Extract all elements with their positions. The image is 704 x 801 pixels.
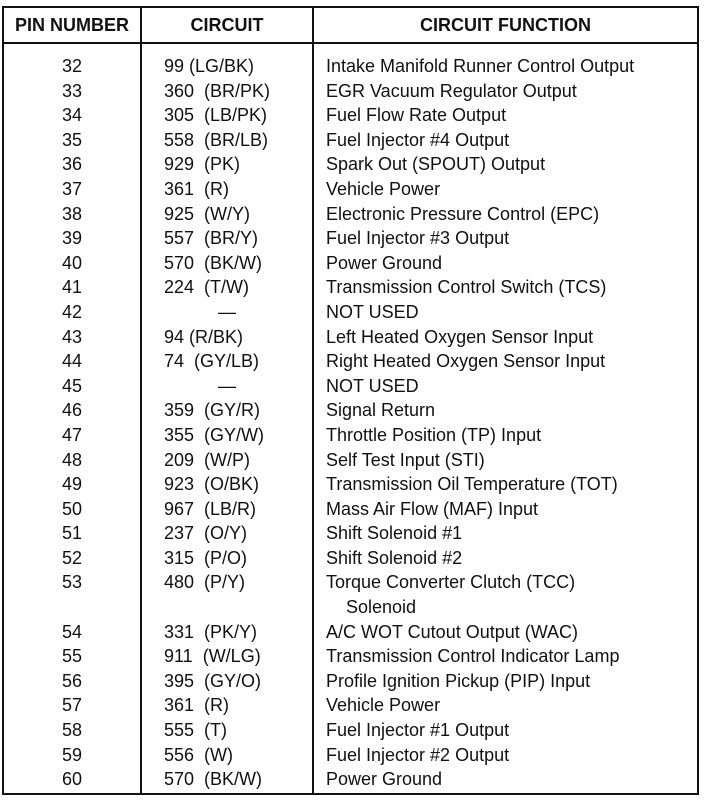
circuit-cell: 94 (R/BK) (164, 326, 244, 347)
pin-number-cell: 45 (61, 375, 83, 396)
circuit-function-cell: Fuel Injector #3 Output (326, 228, 510, 249)
table-row (4, 423, 697, 448)
circuit-function-cell: Shift Solenoid #2 (326, 547, 463, 568)
table-row (4, 718, 697, 743)
table-row (4, 644, 697, 669)
circuit-cell: 925 (W/Y) (164, 203, 251, 224)
pin-number-cell: 53 (61, 572, 83, 593)
circuit-cell: 480 (P/Y) (164, 572, 246, 593)
circuit-cell: 74 (GY/LB) (164, 351, 260, 372)
pin-number-cell: 49 (61, 474, 83, 495)
table-row (4, 448, 697, 473)
circuit-cell: — (218, 301, 236, 322)
table-row (4, 202, 697, 227)
circuit-cell: 558 (BR/LB) (164, 129, 269, 150)
circuit-cell: 99 (LG/BK) (164, 56, 255, 76)
pin-number-cell: 57 (61, 695, 83, 716)
circuit-function-cell: Shift Solenoid #1 (326, 523, 463, 544)
pin-number-cell: 59 (61, 744, 83, 765)
table-row (4, 325, 697, 350)
table-row (4, 54, 697, 79)
circuit-cell: 237 (O/Y) (164, 523, 248, 544)
table-row (4, 251, 697, 276)
circuit-function-cell: EGR Vacuum Regulator Output (326, 80, 577, 101)
circuit-function-cell: Vehicle Power (326, 178, 441, 199)
circuit-function-cell: Mass Air Flow (MAF) Input (326, 498, 539, 519)
table-row (4, 226, 697, 251)
pin-number-cell: 36 (61, 154, 83, 175)
circuit-cell: 359 (GY/R) (164, 400, 261, 421)
pin-number-cell: 44 (61, 351, 83, 372)
pin-number-cell: 50 (61, 498, 83, 519)
table-row (4, 767, 697, 792)
table-row (4, 152, 697, 177)
circuit-function-cell: Torque Converter Clutch (TCC) (326, 572, 576, 593)
circuit-cell: 395 (GY/O) (164, 670, 262, 691)
circuit-function-cell: Spark Out (SPOUT) Output (326, 154, 546, 175)
circuit-cell: 923 (O/BK) (164, 474, 260, 495)
circuit-function-cell: Right Heated Oxygen Sensor Input (326, 351, 606, 372)
pin-number-cell: 39 (61, 228, 83, 249)
circuit-function-cell: Fuel Injector #4 Output (326, 129, 510, 150)
circuit-function-cell: Self Test Input (STI) (326, 449, 485, 470)
circuit-cell: 967 (LB/R) (164, 498, 257, 519)
pin-number-cell: 51 (61, 523, 83, 544)
table-row (4, 177, 697, 202)
circuit-function-cell: Throttle Position (TP) Input (326, 424, 542, 445)
circuit-function-cell: Profile Ignition Pickup (PIP) Input (326, 670, 591, 691)
circuit-function-cell: NOT USED (326, 301, 419, 322)
header-circuit: CIRCUIT (190, 15, 264, 35)
circuit-function-cell: A/C WOT Cutout Output (WAC) (326, 621, 579, 642)
table-row (4, 128, 697, 153)
circuit-cell: 224 (T/W) (164, 277, 250, 298)
pin-number-cell: 52 (61, 547, 83, 568)
circuit-function-cell: Transmission Oil Temperature (TOT) (326, 474, 618, 495)
circuit-function-cell: Power Ground (326, 252, 443, 273)
table-row (4, 103, 697, 128)
circuit-function-cell: Transmission Control Indicator Lamp (326, 646, 620, 667)
circuit-cell: 360 (BR/PK) (164, 80, 271, 101)
table-row (4, 79, 697, 104)
table-row (4, 570, 697, 619)
pin-number-cell: 32 (61, 56, 83, 76)
pin-number-cell: 38 (61, 203, 83, 224)
pin-number-cell: 35 (61, 129, 83, 150)
pin-number-cell: 58 (61, 720, 83, 741)
pin-number-cell: 56 (61, 670, 83, 691)
table-header (4, 8, 697, 44)
header-pin-number: PIN NUMBER (14, 15, 129, 35)
circuit-function-cell: Electronic Pressure Control (EPC) (326, 203, 600, 224)
circuit-cell: 209 (W/P) (164, 449, 251, 470)
pin-table (2, 6, 699, 795)
pin-number-cell: 46 (61, 400, 83, 421)
circuit-function-cell: Transmission Control Switch (TCS) (326, 277, 607, 298)
table-row (4, 743, 697, 768)
table-row (4, 275, 697, 300)
circuit-cell: 331 (PK/Y) (164, 621, 258, 642)
pin-number-cell: 37 (61, 178, 83, 199)
table-row (4, 669, 697, 694)
pin-number-cell: 40 (61, 252, 83, 273)
pin-number-cell: 41 (61, 277, 83, 298)
pin-number-cell: 42 (61, 301, 83, 322)
pin-number-cell: 43 (61, 326, 83, 347)
circuit-function-cell: Power Ground (326, 769, 443, 790)
circuit-cell: 557 (BR/Y) (164, 228, 259, 249)
circuit-cell: 555 (T) (164, 720, 228, 741)
table-row (4, 620, 697, 645)
table-body (4, 54, 697, 792)
pin-number-cell: 47 (61, 424, 83, 445)
pin-number-cell: 60 (61, 769, 83, 790)
table-row (4, 546, 697, 571)
circuit-cell: 556 (W) (164, 744, 234, 765)
table-row (4, 398, 697, 423)
table-row (4, 374, 697, 399)
circuit-function-cell: Left Heated Oxygen Sensor Input (326, 326, 594, 347)
table-row (4, 472, 697, 497)
circuit-cell: 315 (P/O) (164, 547, 248, 568)
table-row (4, 693, 697, 718)
circuit-function-cell: Intake Manifold Runner Control Output (326, 56, 635, 76)
circuit-cell: — (218, 375, 236, 396)
circuit-cell: 305 (LB/PK) (164, 105, 268, 126)
circuit-cell: 355 (GY/W) (164, 424, 265, 445)
table-row (4, 349, 697, 374)
circuit-function-cell: Fuel Injector #1 Output (326, 720, 510, 741)
circuit-cell: 570 (BK/W) (164, 769, 263, 790)
circuit-function-cell: Fuel Injector #2 Output (326, 744, 510, 765)
circuit-function-cell: NOT USED (326, 375, 419, 396)
table-row (4, 497, 697, 522)
circuit-function-cell: Vehicle Power (326, 695, 441, 716)
circuit-function-continuation: Solenoid (346, 597, 417, 618)
pin-number-cell: 54 (61, 621, 83, 642)
circuit-function-cell: Signal Return (326, 400, 436, 421)
pin-number-cell: 33 (61, 80, 83, 101)
header-circuit-function: CIRCUIT FUNCTION (420, 15, 591, 35)
table-row (4, 300, 697, 325)
circuit-cell: 570 (BK/W) (164, 252, 263, 273)
pin-number-cell: 34 (61, 105, 83, 126)
circuit-function-cell: Fuel Flow Rate Output (326, 105, 507, 126)
pin-number-cell: 48 (61, 449, 83, 470)
circuit-cell: 911 (W/LG) (164, 646, 261, 667)
pin-number-cell: 55 (61, 646, 83, 667)
circuit-cell: 361 (R) (164, 695, 230, 716)
circuit-cell: 361 (R) (164, 178, 230, 199)
circuit-cell: 929 (PK) (164, 154, 241, 175)
table-row (4, 521, 697, 546)
